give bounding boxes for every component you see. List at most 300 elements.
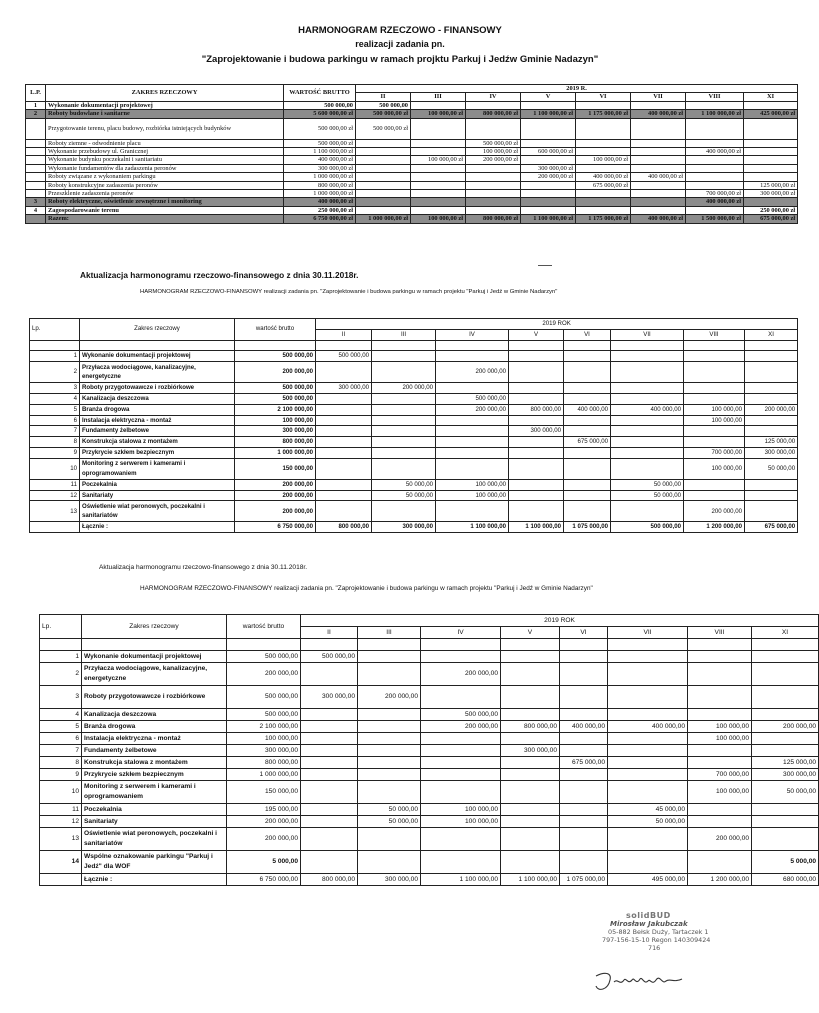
table-row [30, 426, 798, 437]
row-scope: Wykonanie fundamentów dla zadaszenia peronów [46, 164, 284, 172]
table-row [30, 490, 798, 501]
row-gross-value: 500 000,00 [227, 709, 301, 721]
row-month-value [356, 198, 411, 206]
table-row [26, 190, 798, 198]
row-gross-value: 195 000,00 [227, 804, 301, 816]
header-year: 2019 ROK [301, 615, 819, 627]
row-month-value [576, 148, 631, 156]
header-scope: Zakres rzeczowy [82, 615, 227, 639]
row-month-value [560, 804, 608, 816]
row-gross-value: 800 000,00 zł [284, 181, 356, 189]
row-gross-value: 500 000,00 zł [284, 118, 356, 139]
row-month-value [358, 709, 421, 721]
header-month: VII [631, 93, 686, 101]
row-lp: 10 [40, 781, 82, 804]
row-month-value [564, 351, 611, 362]
row-scope: Przeszklenie zadaszenia peronów [46, 190, 284, 198]
row-month-value: 100 000,00 [421, 804, 501, 816]
row-month-value: 400 000,00 [611, 404, 684, 415]
row-month-value: 300 000,00 [501, 745, 560, 757]
row-month-value: 300 000,00 [316, 383, 372, 394]
row-month-value [564, 501, 611, 522]
row-gross-value: 1 000 000,00 [227, 769, 301, 781]
row-lp: 6 [40, 733, 82, 745]
row-month-value [564, 479, 611, 490]
row-lp: 9 [40, 769, 82, 781]
row-month-value [611, 447, 684, 458]
row-gross-value: 1 000 000,00 zł [284, 190, 356, 198]
row-lp: 5 [40, 721, 82, 733]
row-month-value: 125 000,00 [752, 757, 819, 769]
row-scope: Wykonanie budynku poczekalni i sanitariatu [46, 156, 284, 164]
row-month-value [745, 479, 798, 490]
row-month-value: 125 000,00 [745, 437, 798, 448]
row-lp: 14 [40, 851, 82, 874]
row-month-value [560, 851, 608, 874]
header-month: II [356, 93, 411, 101]
row-scope: Przyłacza wodociągowe, kanalizacyjne, energetyczne [80, 362, 235, 383]
row-month-value [501, 851, 560, 874]
row-lp: 7 [30, 426, 80, 437]
row-gross-value: 500 000,00 [227, 651, 301, 663]
row-month-value [301, 721, 358, 733]
company-stamp [598, 912, 788, 952]
blank-cell [301, 639, 358, 651]
row-month-value [436, 351, 509, 362]
row-month-value [745, 501, 798, 522]
row-month-value [316, 447, 372, 458]
row-month-value [576, 139, 631, 147]
row-month-value: 700 000,00 [684, 447, 745, 458]
stamp-person: Mirosław Jakubczak [610, 920, 688, 928]
row-month-value [411, 118, 466, 139]
handwritten-signature [590, 968, 700, 998]
row-month-value [509, 351, 564, 362]
table-row [26, 215, 798, 223]
table-row [26, 118, 798, 139]
row-month-value [358, 851, 421, 874]
table-row [30, 351, 798, 362]
row-month-value: 400 000,00 zł [686, 148, 744, 156]
header-month: III [411, 93, 466, 101]
row-month-value [466, 190, 521, 198]
row-month-value [436, 447, 509, 458]
row-month-value: 200 000,00 [752, 721, 819, 733]
row-month-value [411, 173, 466, 181]
row-month-value [688, 663, 752, 686]
blank-cell [235, 340, 316, 351]
row-month-value [466, 173, 521, 181]
row-month-value [686, 164, 744, 172]
row-month-value: 500 000,00 [356, 101, 411, 109]
row-month-value [358, 781, 421, 804]
table-row [40, 745, 819, 757]
header-month: VIII [688, 627, 752, 639]
row-gross-value: 500 000,00 [227, 686, 301, 709]
table-row [30, 447, 798, 458]
header-month: VII [608, 627, 688, 639]
row-month-value [631, 190, 686, 198]
row-month-value [608, 745, 688, 757]
row-month-value [608, 686, 688, 709]
row-month-value [358, 651, 421, 663]
blank-cell [358, 639, 421, 651]
stamp-ids: 797-156-15-10 Regon 140309424 [602, 936, 711, 944]
blank-cell [509, 340, 564, 351]
row-month-value: 100 000,00 [684, 404, 745, 415]
row-lp [26, 156, 46, 164]
blank-cell [752, 639, 819, 651]
table-row [26, 139, 798, 147]
row-lp: 8 [40, 757, 82, 769]
row-month-value [686, 173, 744, 181]
row-month-value: 100 000,00 [421, 816, 501, 828]
row-month-value: 45 000,00 [608, 804, 688, 816]
row-scope: Łącznie : [82, 874, 227, 886]
row-month-value [509, 447, 564, 458]
row-lp: 2 [40, 663, 82, 686]
row-month-value [745, 415, 798, 426]
row-month-value [521, 190, 576, 198]
row-gross-value: 6 750 000,00 [235, 522, 316, 533]
row-month-value: 300 000,00 [301, 686, 358, 709]
row-scope: Monitoring z serwerem i kamerami i oprogramowaniem [80, 458, 235, 479]
row-month-value [684, 393, 745, 404]
table-row [30, 404, 798, 415]
row-lp: 3 [26, 198, 46, 206]
row-lp: 7 [40, 745, 82, 757]
row-scope: Wykonanie dokumentacji projektowej [46, 101, 284, 109]
row-month-value: 1 500 000,00 zł [686, 215, 744, 223]
row-month-value [744, 156, 798, 164]
row-lp [26, 215, 46, 223]
header-lp: L.P. [26, 85, 46, 102]
row-scope: Przykrycie szkłem bezpiecznym [82, 769, 227, 781]
row-month-value [501, 804, 560, 816]
row-month-value [509, 501, 564, 522]
scan-mark [538, 265, 552, 266]
row-month-value: 1 000 000,00 zł [356, 215, 411, 223]
row-month-value: 100 000,00 zł [576, 156, 631, 164]
row-month-value [608, 757, 688, 769]
row-month-value: 500 000,00 [611, 522, 684, 533]
row-month-value: 300 000,00 [358, 874, 421, 886]
row-month-value [316, 490, 372, 501]
row-month-value [752, 745, 819, 757]
row-gross-value: 2 100 000,00 [227, 721, 301, 733]
row-month-value [421, 686, 501, 709]
row-month-value: 100 000,00 [688, 733, 752, 745]
row-month-value [745, 426, 798, 437]
row-scope: Przykrycie szkłem bezpiecznym [80, 447, 235, 458]
row-month-value: 400 000,00 zł [686, 198, 744, 206]
row-month-value [688, 804, 752, 816]
schedule-table-update-1 [29, 318, 798, 533]
row-gross-value: 500 000,00 zł [284, 139, 356, 147]
row-month-value [358, 733, 421, 745]
row-month-value [564, 447, 611, 458]
row-month-value [611, 458, 684, 479]
row-month-value [611, 437, 684, 448]
row-month-value: 1 200 000,00 [688, 874, 752, 886]
row-lp: 3 [40, 686, 82, 709]
row-month-value [358, 721, 421, 733]
row-month-value [301, 733, 358, 745]
row-month-value [521, 101, 576, 109]
row-month-value: 1 175 000,00 zł [576, 215, 631, 223]
row-month-value: 1 200 000,00 [684, 522, 745, 533]
row-gross-value: 300 000,00 zł [284, 164, 356, 172]
row-month-value: 300 000,00 zł [744, 190, 798, 198]
row-month-value [744, 198, 798, 206]
blank-cell [608, 639, 688, 651]
row-lp: 11 [30, 479, 80, 490]
row-month-value: 50 000,00 [608, 816, 688, 828]
row-month-value [745, 383, 798, 394]
doc2-caption: Aktualizacja harmonogramu rzeczowo-finansowego z dnia 30.11.2018r. [80, 270, 359, 280]
row-lp [26, 139, 46, 147]
row-month-value [466, 206, 521, 214]
row-month-value [436, 426, 509, 437]
blank-cell [684, 340, 745, 351]
row-month-value [466, 101, 521, 109]
row-month-value [301, 816, 358, 828]
row-month-value [301, 745, 358, 757]
row-month-value: 100 000,00 [436, 479, 509, 490]
row-lp: 4 [30, 393, 80, 404]
row-lp [26, 173, 46, 181]
row-gross-value: 500 000,00 [235, 351, 316, 362]
row-month-value [686, 118, 744, 139]
row-month-value [372, 458, 436, 479]
row-lp: 9 [30, 447, 80, 458]
row-scope: Monitoring z serwerem i kamerami i oprogramowaniem [82, 781, 227, 804]
row-lp: 11 [40, 804, 82, 816]
row-month-value: 1 075 000,00 [564, 522, 611, 533]
row-month-value [316, 362, 372, 383]
row-scope: Roboty ziemne - odwodnienie placu [46, 139, 284, 147]
row-month-value [372, 447, 436, 458]
table-row [40, 769, 819, 781]
row-month-value [752, 816, 819, 828]
row-scope: Wspólne oznakowanie parkingu "Parkuj i Jedź" dla WOF [82, 851, 227, 874]
row-month-value [372, 426, 436, 437]
row-month-value: 50 000,00 [752, 781, 819, 804]
row-month-value [421, 651, 501, 663]
row-month-value [316, 437, 372, 448]
row-month-value [611, 426, 684, 437]
row-scope: Poczekalnia [80, 479, 235, 490]
row-scope: Przyłacza wodociągowe, kanalizacyjne, energetyczne [82, 663, 227, 686]
row-month-value: 200 000,00 [421, 721, 501, 733]
row-month-value: 495 000,00 [608, 874, 688, 886]
row-month-value: 100 000,00 [684, 458, 745, 479]
row-scope: Razem: [46, 215, 284, 223]
row-lp: 12 [40, 816, 82, 828]
row-month-value [372, 415, 436, 426]
table-row [30, 458, 798, 479]
header-gross-value: wartość brutto [235, 319, 316, 341]
row-lp [26, 118, 46, 139]
table-row [26, 156, 798, 164]
row-gross-value: 800 000,00 [227, 757, 301, 769]
row-month-value [358, 769, 421, 781]
row-month-value: 800 000,00 zł [466, 110, 521, 118]
row-month-value [421, 769, 501, 781]
row-month-value [611, 383, 684, 394]
doc2-title: HARMONOGRAM RZECZOWO-FINANSOWY realizacji zadania pn. "Zaprojektowanie i budowa parkingu w ramach projektu "Parkuj i Jedź w Gminie Nadarzyn" [140, 289, 558, 295]
row-month-value [631, 139, 686, 147]
header-month: XI [752, 627, 819, 639]
row-month-value [611, 415, 684, 426]
row-month-value [372, 362, 436, 383]
row-lp [26, 164, 46, 172]
row-month-value [686, 101, 744, 109]
doc1-task-name: "Zaprojektowanie i budowa parkingu w ramach projktu Parkuj i Jedźw Gminie Nadazyn" [201, 54, 599, 65]
row-month-value: 400 000,00 zł [576, 173, 631, 181]
row-scope: Przygotowanie terenu, placu budowy, rozbiórka istniejących budynków [46, 118, 284, 139]
row-month-value: 200 000,00 zł [466, 156, 521, 164]
row-month-value: 200 000,00 [358, 686, 421, 709]
row-month-value [688, 851, 752, 874]
blank-cell [227, 639, 301, 651]
table-row [40, 781, 819, 804]
blank-cell [745, 340, 798, 351]
blank-cell [501, 639, 560, 651]
row-lp: 4 [26, 206, 46, 214]
blank-cell [688, 639, 752, 651]
row-month-value [356, 164, 411, 172]
row-gross-value: 150 000,00 [227, 781, 301, 804]
doc3-caption: Aktualizacja harmonogramu rzeczowo-finansowego z dnia 30.11.2018r. [99, 564, 308, 571]
row-gross-value: 200 000,00 [227, 828, 301, 851]
row-gross-value: 1 000 000,00 [235, 447, 316, 458]
row-month-value [436, 501, 509, 522]
row-scope: Roboty przygotowawcze i rozbiórkowe [82, 686, 227, 709]
row-month-value [466, 198, 521, 206]
row-month-value: 675 000,00 [745, 522, 798, 533]
row-month-value [611, 501, 684, 522]
row-month-value [501, 709, 560, 721]
table-row [30, 393, 798, 404]
row-month-value [301, 828, 358, 851]
row-month-value [608, 709, 688, 721]
row-month-value: 500 000,00 zł [466, 139, 521, 147]
row-month-value: 200 000,00 [436, 404, 509, 415]
header-month: III [358, 627, 421, 639]
row-month-value: 680 000,00 [752, 874, 819, 886]
row-month-value [560, 816, 608, 828]
header-month: V [521, 93, 576, 101]
row-month-value [421, 745, 501, 757]
row-month-value: 1 100 000,00 zł [521, 110, 576, 118]
header-lp: Lp. [40, 615, 82, 639]
row-month-value: 500 000,00 zł [356, 110, 411, 118]
row-gross-value: 150 000,00 [235, 458, 316, 479]
table-row [26, 164, 798, 172]
row-month-value: 200 000,00 [372, 383, 436, 394]
row-month-value [501, 733, 560, 745]
table-row [40, 721, 819, 733]
row-month-value: 300 000,00 [745, 447, 798, 458]
row-month-value [608, 828, 688, 851]
row-lp: 13 [40, 828, 82, 851]
row-month-value [744, 101, 798, 109]
header-month: V [509, 329, 564, 340]
row-month-value [576, 206, 631, 214]
header-month: VI [560, 627, 608, 639]
row-month-value [421, 757, 501, 769]
row-month-value: 400 000,00 [608, 721, 688, 733]
row-gross-value: 500 000,00 [235, 393, 316, 404]
row-month-value [752, 663, 819, 686]
row-gross-value: 100 000,00 [227, 733, 301, 745]
row-month-value [358, 663, 421, 686]
row-month-value: 425 000,00 zł [744, 110, 798, 118]
row-month-value [356, 156, 411, 164]
table-row [40, 804, 819, 816]
row-lp: 8 [30, 437, 80, 448]
header-scope: Zakres rzeczowy [80, 319, 235, 341]
row-month-value [564, 393, 611, 404]
row-month-value: 50 000,00 [358, 816, 421, 828]
header-scope: ZAKRES RZECZOWY [46, 85, 284, 102]
row-month-value [421, 851, 501, 874]
row-month-value [501, 686, 560, 709]
row-gross-value: 200 000,00 [235, 501, 316, 522]
row-scope: Poczekalnia [82, 804, 227, 816]
row-lp [30, 522, 80, 533]
row-month-value: 400 000,00 zł [631, 215, 686, 223]
row-month-value: 300 000,00 [509, 426, 564, 437]
row-month-value [521, 156, 576, 164]
row-scope: Sanitariaty [82, 816, 227, 828]
row-month-value: 1 100 000,00 [501, 874, 560, 886]
row-month-value [576, 101, 631, 109]
row-month-value [316, 501, 372, 522]
row-month-value [560, 781, 608, 804]
row-month-value: 200 000,00 [688, 828, 752, 851]
row-month-value [564, 362, 611, 383]
row-month-value [686, 156, 744, 164]
row-month-value [608, 651, 688, 663]
row-month-value [411, 190, 466, 198]
row-month-value [684, 437, 745, 448]
table-row [30, 479, 798, 490]
header-month: II [316, 329, 372, 340]
table-row [26, 101, 798, 109]
row-month-value [411, 148, 466, 156]
row-month-value [356, 139, 411, 147]
row-month-value [631, 164, 686, 172]
row-month-value [301, 781, 358, 804]
row-lp: 4 [40, 709, 82, 721]
table-row [26, 110, 798, 118]
row-month-value: 200 000,00 [436, 362, 509, 383]
row-month-value [631, 198, 686, 206]
row-month-value: 200 000,00 [684, 501, 745, 522]
row-scope: Instalacja elektryczna - montaż [80, 415, 235, 426]
row-gross-value: 1 100 000,00 zł [284, 148, 356, 156]
row-month-value: 100 000,00 zł [466, 148, 521, 156]
row-month-value [564, 458, 611, 479]
row-month-value [356, 148, 411, 156]
row-month-value [501, 651, 560, 663]
row-month-value: 800 000,00 [501, 721, 560, 733]
table-row [30, 501, 798, 522]
doc1-subtitle: realizacji zadania pn. [355, 39, 445, 49]
row-month-value [560, 733, 608, 745]
